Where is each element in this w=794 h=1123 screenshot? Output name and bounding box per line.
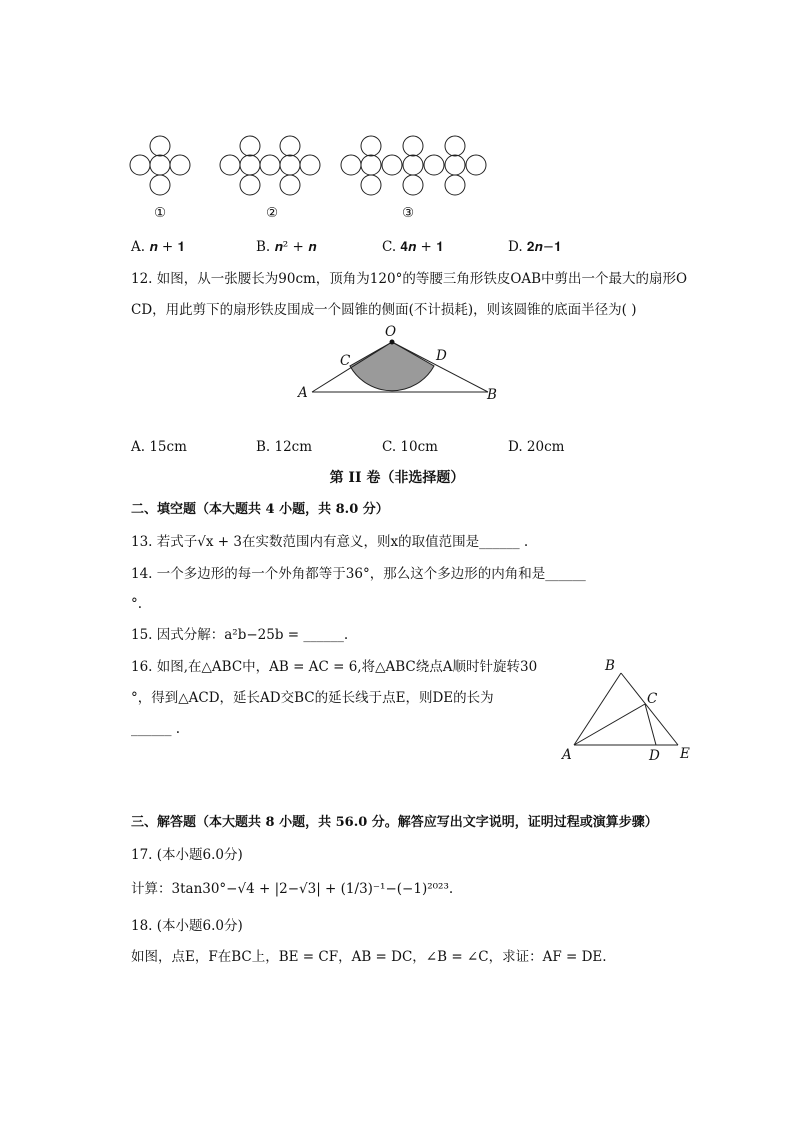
q11-option-d: D. 𝟐𝒏−𝟏 <box>508 239 562 255</box>
section3-header: 三、解答题（本大题共 8 小题，共 56.0 分。解答应写出文字说明，证明过程或演算步骤） <box>131 815 658 830</box>
q14-text-line1: 14. 一个多边形的每一个外角都等于36°，那么这个多边形的内角和是______ <box>131 566 586 582</box>
q12-option-c: C. 10cm <box>382 439 438 455</box>
q12-option-b: B. 12cm <box>256 439 313 455</box>
q18-body: 如图，点E，F在BC上，BE = CF，AB = DC，∠B = ∠C，求证：AF = DE. <box>131 949 607 965</box>
q12-option-a: A. 15cm <box>131 439 187 455</box>
q16-text-line3: ______ . <box>131 721 181 737</box>
q13-text: 13. 若式子√x + 3在实数范围内有意义，则x的取值范围是______ . <box>131 534 529 550</box>
q11-option-a: A. 𝒏 + 𝟏 <box>131 239 186 255</box>
q16-label-a: A <box>562 747 572 763</box>
q15-text: 15. 因式分解：a²b−25b = ______. <box>131 627 349 643</box>
q12-label-d: D <box>436 348 447 364</box>
q12-label-o: O <box>385 324 397 340</box>
q12-text-line1: 12. 如图，从一张腰长为90cm，顶角为120°的等腰三角形铁皮OAB中剪出一个最大的扇形O <box>131 271 688 287</box>
q18-title: 18. (本小题6.0分) <box>131 918 243 934</box>
q12-option-d: D. 20cm <box>508 439 565 455</box>
q11-option-c: C. 𝟒𝒏 + 𝟏 <box>382 239 444 255</box>
q11-option-b: B. 𝒏² + 𝒏 <box>256 239 317 255</box>
q16-label-b: B <box>605 658 615 674</box>
q12-label-b: B <box>487 387 497 403</box>
q12-label-c: C <box>340 353 351 369</box>
q12-label-a: A <box>298 385 308 401</box>
figure-label-1: ① <box>154 205 167 221</box>
q14-text-line2: °. <box>131 596 143 612</box>
q17-body: 计算：3tan30°−√4 + |2−√3| + (1/3)⁻¹−(−1)²⁰²³. <box>131 881 454 897</box>
q16-text-line1: 16. 如图,在△ABC中，AB = AC = 6,将△ABC绕点A顺时针旋转30 <box>131 659 538 675</box>
section2-header: 二、填空题（本大题共 4 小题，共 8.0 分） <box>131 502 389 517</box>
q16-label-c: C <box>647 691 658 707</box>
figure-label-2: ② <box>266 205 279 221</box>
part2-title: 第 II 卷（非选择题） <box>329 470 465 486</box>
q17-title: 17. (本小题6.0分) <box>131 847 243 863</box>
figure-label-3: ③ <box>402 205 415 221</box>
q16-text-line2: °，得到△ACD，延长AD交BC的延长线于点E，则DE的长为 <box>131 690 494 706</box>
q12-text-line2: CD，用此剪下的扇形铁皮围成一个圆锥的侧面(不计损耗)，则该圆锥的底面半径为( ) <box>131 302 637 318</box>
q16-label-d: D <box>649 748 660 764</box>
q16-label-e: E <box>680 746 690 762</box>
